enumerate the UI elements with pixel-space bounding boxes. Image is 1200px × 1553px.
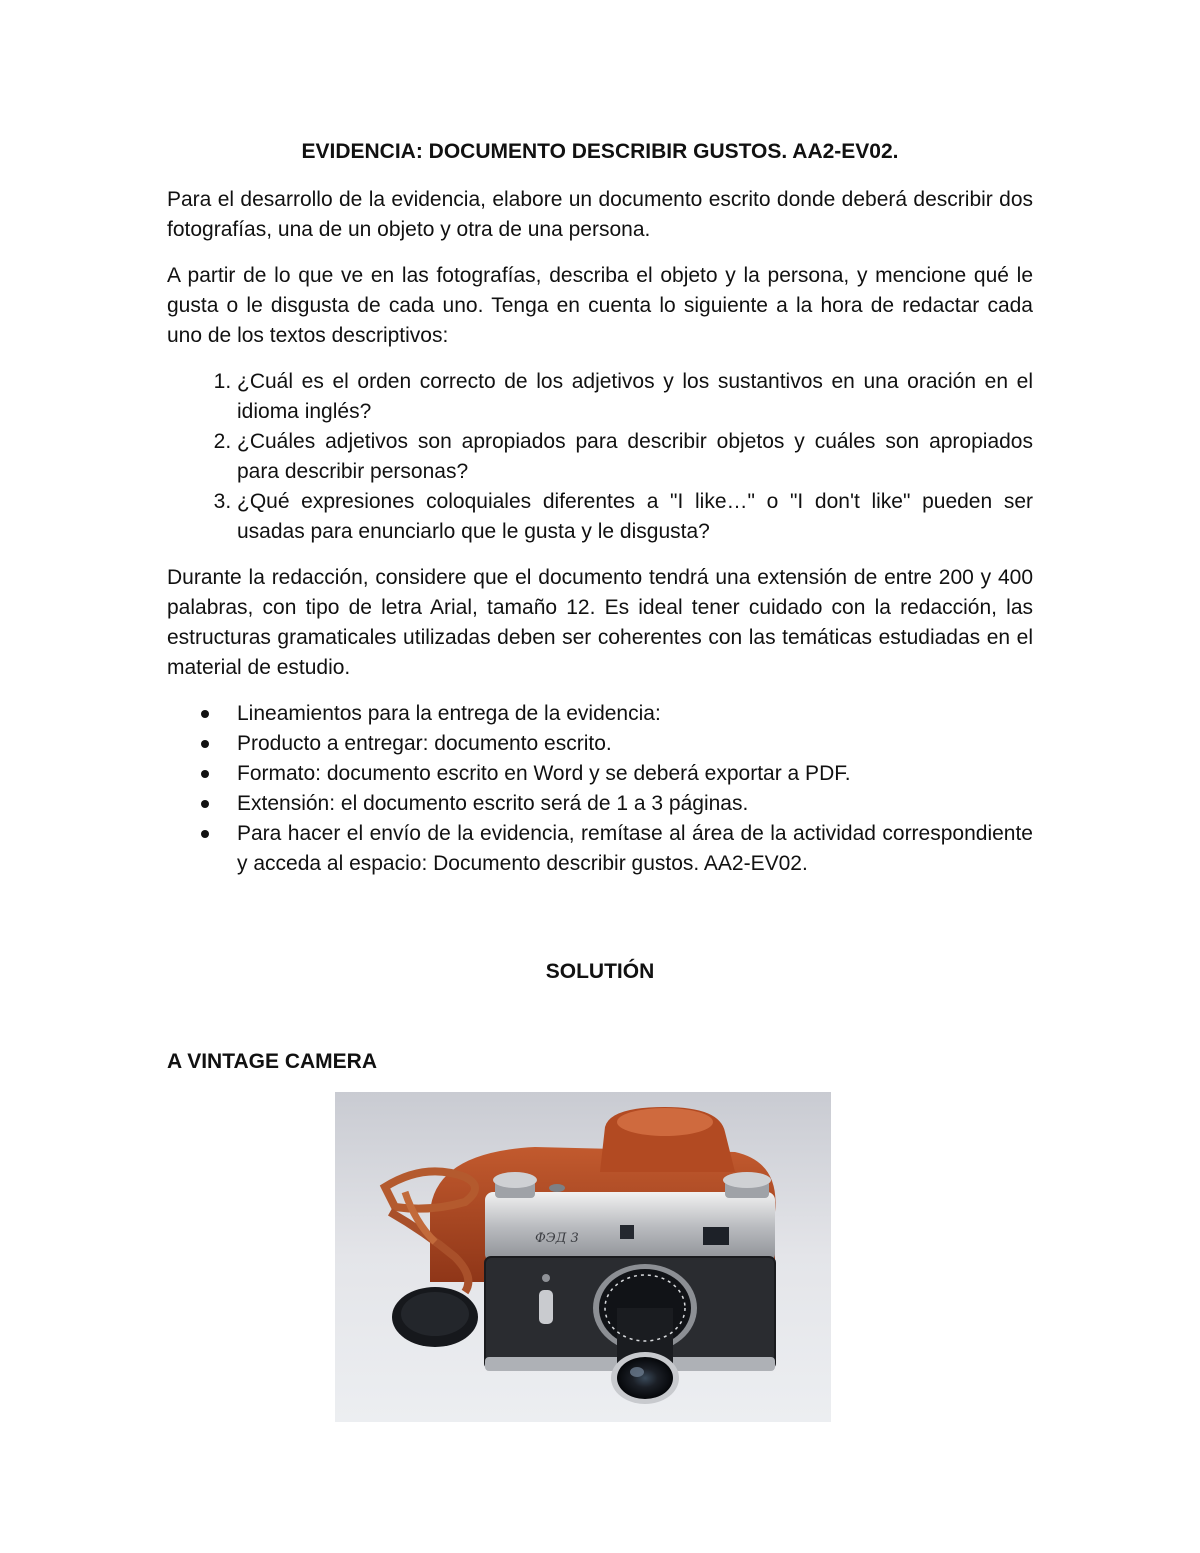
guideline-item — [237, 819, 1033, 879]
section-subheading: A VINTAGE CAMERA — [167, 1050, 377, 1073]
document-title: EVIDENCIA: DOCUMENTO DESCRIBIR GUSTOS. AA2-EV02. — [301, 140, 899, 163]
vintage-camera-photo — [335, 1092, 831, 1422]
guideline-text: Formato: documento escrito en Word y se deberá exportar a PDF. — [237, 762, 851, 785]
bullet-icon — [201, 710, 209, 718]
bullet-icon — [201, 770, 209, 778]
length-requirements-paragraph: Durante la redacción, considere que el documento tendrá una extensión de entre 200 y 400 palabras, con tipo de letra Arial, tamaño 12. Es ideal tener cuidado con la redacción, las estructuras gramaticales utilizadas deben ser coherentes con las temáticas estudiadas en el material de estudio. — [167, 566, 1033, 679]
bullet-icon — [201, 800, 209, 808]
guideline-item — [237, 789, 1033, 819]
guideline-text: Producto a entregar: documento escrito. — [237, 732, 612, 755]
guideline-text: Extensión: el documento escrito será de 1 a 3 páginas. — [237, 792, 749, 815]
guideline-text: Lineamientos para la entrega de la evidencia: — [237, 702, 661, 725]
bullet-icon — [201, 830, 209, 838]
question-item: 3. ¿Qué expresiones coloquiales diferentes a "I like…" o "I don't like" pueden ser usadas para enunciarlo que le gusta y le disgusta? — [237, 487, 1033, 547]
guideline-text: Para hacer el envío de la evidencia, remítase al área de la actividad correspondiente y acceda al espacio: Documento describir gustos. AA2-EV02. — [237, 822, 1033, 875]
camera-model-text: ФЭД 3 — [535, 1231, 579, 1246]
question-item: 1. ¿Cuál es el orden correcto de los adjetivos y los sustantivos en una oración en el idioma inglés? — [237, 367, 1033, 427]
question-item: 2. ¿Cuáles adjetivos son apropiados para describir objetos y cuáles son apropiados para describir personas? — [237, 427, 1033, 487]
questions-list — [167, 367, 1033, 547]
guideline-item — [237, 729, 1033, 759]
instructions-paragraph: A partir de lo que ve en las fotografías, describa el objeto y la persona, y mencione qué le gusta o le disgusta de cada uno. Tenga en cuenta lo siguiente a la hora de redactar cada uno de los textos descriptivos: — [167, 264, 1033, 347]
document-body — [167, 137, 1033, 1073]
guidelines-list — [167, 699, 1033, 879]
guideline-item — [237, 699, 1033, 729]
camera-illustration — [335, 1092, 831, 1422]
intro-paragraph: Para el desarrollo de la evidencia, elabore un documento escrito donde deberá describir dos fotografías, una de un objeto y otra de una persona. — [167, 188, 1033, 241]
bullet-icon — [201, 740, 209, 748]
solution-heading: SOLUTIÓN — [545, 960, 655, 983]
guideline-item — [237, 759, 1033, 789]
